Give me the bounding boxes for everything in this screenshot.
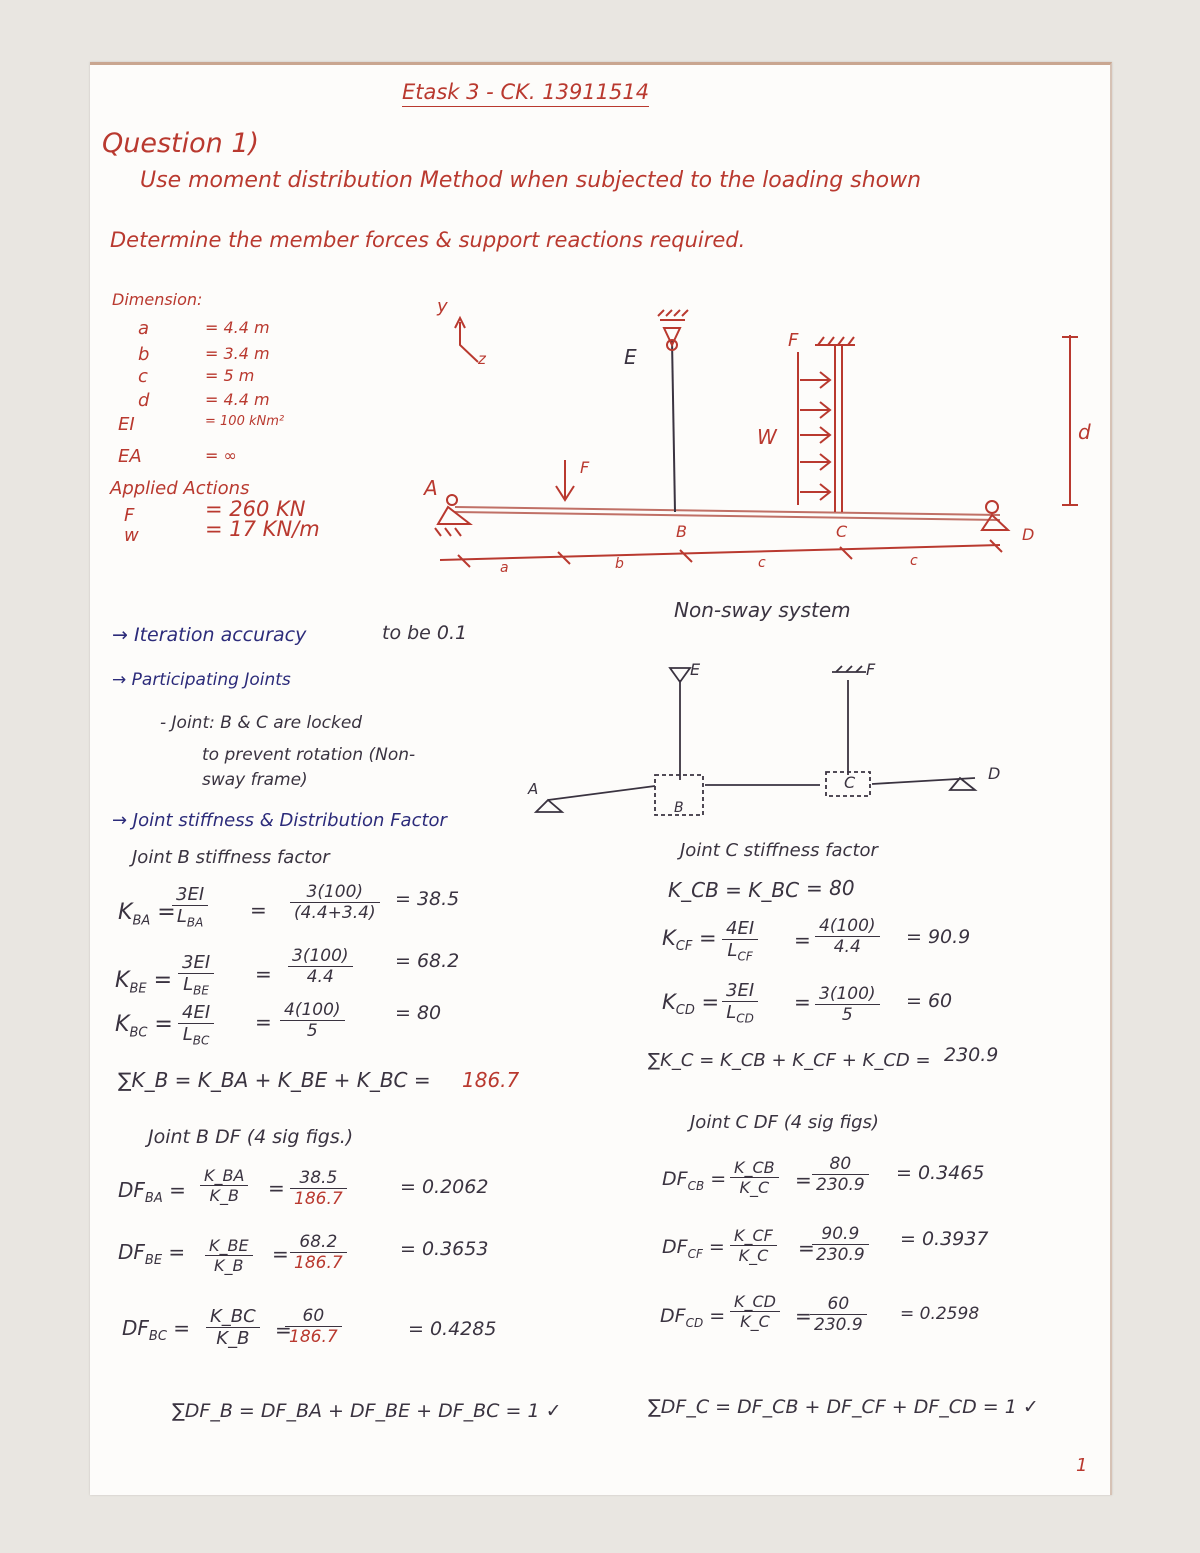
kcf-result: = 90.9 — [906, 926, 971, 948]
dfcb-eq: = — [795, 1168, 812, 1192]
dimension-symbol: d — [138, 390, 150, 411]
dfbc-lhs: $DF_{BC}$ = — [122, 1316, 191, 1344]
member-AB — [548, 786, 655, 800]
applied-value: = 260 KN — [205, 497, 306, 521]
dfba-lhs: $DF_{BA}$ = — [118, 1178, 186, 1206]
applied-actions-heading: Applied Actions — [110, 478, 250, 499]
jointB-heading: Joint B stiffness factor — [132, 847, 330, 868]
dfcb-lhs: $DF_{CB}$ = — [662, 1168, 727, 1193]
jointB-df-heading: Joint B DF (4 sig figs.) — [148, 1126, 354, 1148]
dimension-value: = 4.4 m — [205, 318, 270, 337]
node-E-label: E — [624, 345, 637, 369]
joint-line3: sway frame) — [202, 770, 308, 790]
participating-note: → Participating Joints — [112, 670, 291, 690]
dimension-value: = 3.4 m — [205, 344, 270, 363]
dfcd-result: = 0.2598 — [900, 1304, 980, 1324]
dfcf-lhs: $DF_{CF}$ = — [662, 1236, 725, 1261]
dimension-value: = 4.4 m — [205, 390, 270, 409]
dfcd-lhs: $DF_{CD}$ = — [660, 1305, 726, 1330]
kcf-values: $\frac{4(100)}{4.4}$ — [815, 916, 880, 957]
jointB-check: ∑DF_B = DF_BA + DF_BE + DF_BC = 1 ✓ — [172, 1400, 562, 1422]
dimension-value: = ∞ — [205, 446, 237, 465]
dimension-symbol: b — [138, 344, 150, 365]
kbc-values: $\frac{4(100)}{5}$ — [280, 1000, 345, 1041]
dfcb-values: $\frac{80}{230.9}$ — [812, 1154, 869, 1195]
kba-eq: = — [250, 898, 267, 922]
d2-node-A: A — [528, 780, 539, 798]
joint-line2: to prevent rotation (Non- — [202, 745, 416, 765]
kbc-result: = 80 — [395, 1002, 442, 1024]
question-line2: Determine the member forces & support reactions required. — [110, 228, 746, 252]
dfba-eq: = — [268, 1176, 285, 1200]
d2-node-B: B — [674, 800, 684, 816]
dfcd-values: $\frac{60}{230.9}$ — [810, 1294, 867, 1335]
kcd-result: = 60 — [906, 990, 953, 1012]
kbc-lhs: $K_{BC}$ = — [115, 1012, 173, 1041]
dim-b-label: b — [615, 556, 624, 572]
dfba-formula: $\frac{K\_BA}{K\_B}$ — [200, 1166, 248, 1205]
iteration-note: → Iteration accuracy — [112, 624, 307, 646]
dfbe-result: = 0.3653 — [400, 1238, 489, 1260]
dfbe-eq: = — [272, 1242, 289, 1266]
sum-kc-value: 230.9 — [944, 1044, 999, 1066]
dfbc-eq: = — [275, 1318, 292, 1342]
axis-y-label: y — [437, 296, 448, 317]
applied-symbol: w — [124, 525, 139, 546]
node-C-label: C — [836, 522, 848, 541]
kcf-lhs: $K_{CF}$ = — [662, 926, 717, 955]
load-w-label: W — [757, 425, 777, 449]
node-A-label: A — [424, 476, 438, 500]
kbc-eq: = — [255, 1010, 272, 1034]
dfbc-values: $\frac{60}{186.7}$ — [285, 1306, 342, 1347]
page-number: 1 — [1076, 1455, 1088, 1476]
kcb-result: = 80 — [806, 876, 855, 900]
node-F-label: F — [788, 330, 799, 351]
dim-c1-label: c — [758, 555, 766, 571]
d2-node-E: E — [690, 660, 701, 679]
question-label: Question 1) — [102, 128, 260, 159]
dimension-symbol: a — [138, 318, 150, 339]
kcd-values: $\frac{3(100)}{5}$ — [815, 984, 880, 1025]
dfcf-values: $\frac{90.9}{230.9}$ — [812, 1224, 869, 1265]
kcd-eq: = — [794, 990, 811, 1014]
dimension-symbol: EA — [118, 446, 142, 467]
header-title: Etask 3 - CK. 13911514 — [402, 80, 649, 107]
dfcf-formula: $\frac{K\_CF}{K\_C}$ — [730, 1226, 777, 1265]
sum-kb-value: 186.7 — [462, 1068, 520, 1092]
kcf-eq: = — [794, 928, 811, 952]
dfbe-lhs: $DF_{BE}$ = — [118, 1240, 186, 1268]
jointC-heading: Joint C stiffness factor — [680, 840, 878, 861]
kbe-eq: = — [255, 962, 272, 986]
load-F-label: F — [580, 458, 590, 477]
sum-kb: ∑K_B = K_BA + K_BE + K_BC = — [118, 1068, 431, 1092]
dim-c2-label: c — [910, 553, 918, 569]
dfcb-formula: $\frac{K\_CB}{K\_C}$ — [730, 1158, 779, 1197]
jointC-df-heading: Joint C DF (4 sig figs) — [690, 1112, 879, 1133]
stiffness-heading: → Joint stiffness & Distribution Factor — [112, 810, 447, 831]
non-sway-caption: Non-sway system — [674, 598, 851, 622]
kba-values: $\frac{3(100)}{(4.4+3.4)}$ — [290, 882, 380, 923]
dfcb-result: = 0.3465 — [896, 1162, 985, 1184]
kbc-formula: 4EI $L_{BC}$ — [178, 1002, 214, 1048]
question-line1: Use moment distribution Method when subjected to the loading shown — [140, 168, 922, 193]
iteration-value: to be 0.1 — [382, 622, 468, 644]
kcb-text: K_CB = K_BC — [668, 878, 800, 902]
kcd-lhs: $K_{CD}$ = — [662, 990, 720, 1019]
kcf-formula: 4EI $L_{CF}$ — [722, 918, 758, 964]
dfba-values: $\frac{38.5}{186.7}$ — [290, 1168, 347, 1209]
dimension-symbol: c — [138, 366, 148, 387]
d2-node-C: C — [844, 773, 856, 792]
dfcf-result: = 0.3937 — [900, 1228, 989, 1250]
kba-result: = 38.5 — [395, 888, 460, 910]
dim-a-label: a — [500, 560, 509, 576]
dfbc-result: = 0.4285 — [408, 1318, 497, 1340]
jointC-check: ∑DF_C = DF_CB + DF_CF + DF_CD = 1 ✓ — [648, 1396, 1039, 1418]
axis-z-label: z — [478, 350, 486, 368]
dimension-value: = 100 kNm² — [205, 414, 285, 429]
joint-line1: - Joint: B & C are locked — [160, 713, 363, 733]
dfbc-formula: $\frac{K\_BC}{K\_B}$ — [206, 1306, 260, 1349]
dim-d-label: d — [1078, 420, 1091, 444]
applied-value: = 17 KN/m — [205, 517, 320, 541]
node-D-label: D — [1022, 525, 1035, 544]
dimensions-heading: Dimension: — [112, 290, 203, 309]
kbe-result: = 68.2 — [395, 950, 460, 972]
dimension-value: = 5 m — [205, 366, 255, 385]
sum-kc: ∑K_C = K_CB + K_CF + K_CD = — [648, 1050, 931, 1071]
kbe-formula: 3EI $L_{BE}$ — [178, 952, 214, 998]
kbe-lhs: $K_{BE}$ = — [115, 968, 173, 997]
applied-symbol: F — [124, 505, 135, 526]
dfcf-eq: = — [798, 1236, 815, 1260]
dfcd-eq: = — [795, 1304, 812, 1328]
kba-lhs: $K_{BA}$ = — [118, 900, 176, 929]
dfbe-values: $\frac{68.2}{186.7}$ — [290, 1232, 347, 1273]
d2-node-F: F — [866, 660, 876, 679]
d2-node-D: D — [988, 764, 1001, 783]
kcd-formula: 3EI $L_{CD}$ — [722, 980, 758, 1026]
dfba-result: = 0.2062 — [400, 1176, 489, 1198]
dimension-symbol: EI — [118, 414, 135, 435]
node-B-label: B — [676, 522, 687, 541]
kbe-values: $\frac{3(100)}{4.4}$ — [288, 946, 353, 987]
dfbe-formula: $\frac{K\_BE}{K\_B}$ — [205, 1236, 253, 1275]
kba-formula: 3EI $L_{BA}$ — [172, 884, 208, 930]
dfcd-formula: $\frac{K\_CD}{K\_C}$ — [730, 1292, 780, 1331]
